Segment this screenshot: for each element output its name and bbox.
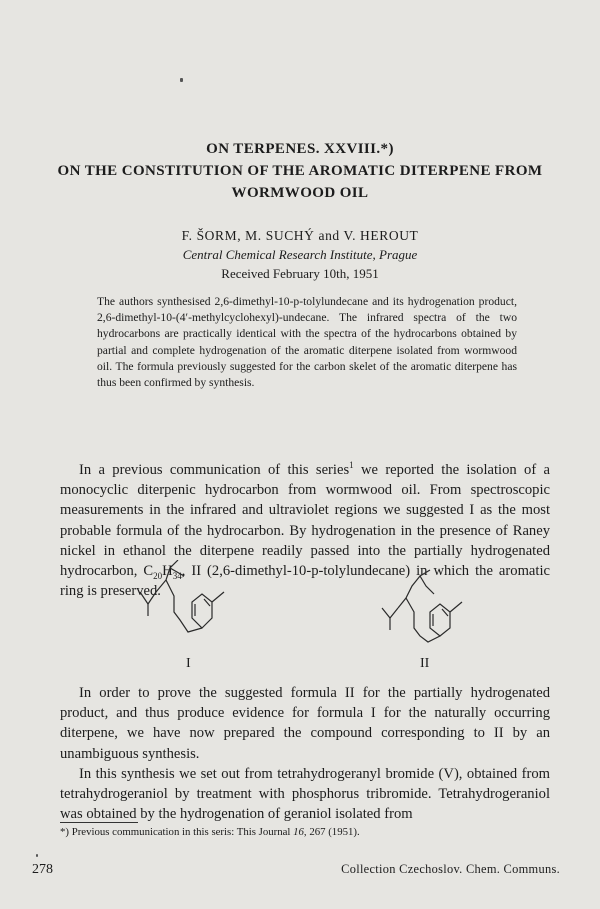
footnote-text-b: , 267 (1951).	[303, 826, 360, 838]
journal-name: Collection Czechoslov. Chem. Communs.	[341, 862, 560, 876]
paragraph-2: In order to prove the suggested formula II for the partially hydrogenated product, and thus produce evidence for formula I for the naturally occurring diterpene, we have now prepared the compound corresponding to II by an unambiguous synthesis.	[60, 685, 550, 762]
skeleton-bond	[170, 568, 184, 576]
authors: F. ŠORM, M. SUCHÝ and V. HEROUT	[181, 228, 419, 243]
formula-subscript: 34	[172, 570, 182, 581]
structure-formula-II	[372, 568, 492, 658]
paragraph-1-text-b: we reported the isolation of a monocyclic diterpenic hydrocarbon from wormwood oil. From spectroscopic measurements in the infrared and ultraviolet regions we suggested I as the most probable formula of the hydrocarbon. By hydrogenation in the presence of Raney nickel in ethanol the diterpene readily passed into the partially hydrogenated hydrocarbon, C	[60, 462, 550, 580]
abstract: The authors synthesised 2,6-dimethyl-10-p-tolylundecane and its hydrogenation product, 2,6-dimethyl-10-(4′-methylcyclohexyl)-undecane. The infrared spectra of the two hydrocarbons are practically identical with the spectra of the hydrocarbons obtained by partial and complete hydrogenation of the aromatic diterpene isolated from wormwood oil. The formula previously suggested for the carbon skelet of the aromatic diterpene has thus been confirmed by synthesis.	[97, 295, 517, 390]
skeleton-bond	[140, 592, 156, 604]
skeleton-bond	[156, 560, 178, 592]
structure-label-II: II	[420, 656, 430, 671]
footnote-text-a: *) Previous communication in this seris: This Journal	[60, 826, 294, 838]
paragraph-3: In this synthesis we set out from tetrahydrogeranyl bromide (V), obtained from tetrahydrogeraniol by treatment with phosphorus tribromide. Tetrahydrogeraniol was obtained by the hydrogenation of geraniol isolated from	[60, 766, 550, 823]
page-number: 278	[32, 862, 53, 877]
footnote-rule	[60, 822, 138, 823]
formula-subscript: 20	[153, 570, 163, 581]
structure-label-I: I	[186, 656, 191, 671]
skeleton-bond	[166, 580, 202, 632]
reference-mark: 1	[349, 460, 354, 471]
paragraph-1-text-a: In a previous communication of this series	[79, 462, 350, 478]
paragraph-1-text-c: H	[162, 563, 173, 580]
speck-mark	[180, 78, 183, 82]
received-date: Received February 10th, 1951	[221, 266, 379, 281]
speck-mark	[36, 854, 38, 857]
skeleton-bond	[382, 608, 398, 618]
institute: Central Chemical Research Institute, Prague	[182, 247, 418, 262]
structure-formula-I	[128, 560, 248, 650]
skeleton-bond	[406, 598, 440, 642]
paragraph-1-text-d: , II (2,6-dimethyl-10-p-tolylundecane) in which the aromatic ring is preserved.	[60, 563, 550, 600]
article-title-line-1: ON TERPENES. XXVIII.*)	[206, 141, 394, 157]
article-title-line-3: WORMWOOD OIL	[231, 185, 369, 201]
skeleton-bond	[212, 592, 224, 602]
footnote-volume: 16	[293, 826, 304, 838]
skeleton-bond	[420, 570, 430, 576]
footnote	[60, 826, 550, 838]
skeleton-bond	[398, 576, 434, 608]
article-title-line-2: ON THE CONSTITUTION OF THE AROMATIC DITERPENE FROM	[57, 163, 543, 179]
skeleton-bond	[450, 602, 462, 612]
